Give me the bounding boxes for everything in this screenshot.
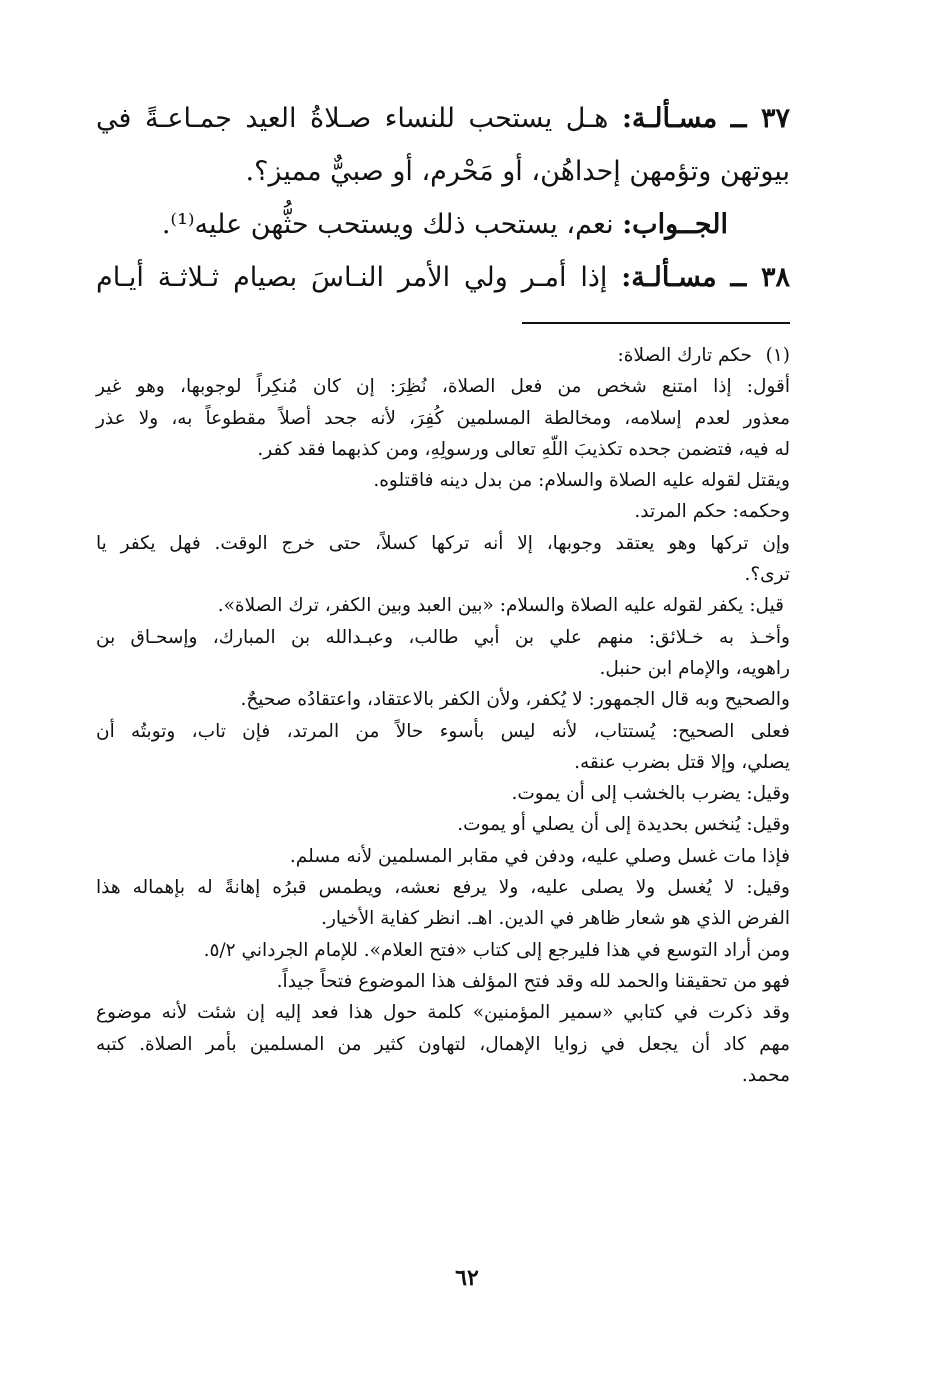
footnote-line: معذور لعدم إسلامه، ومخالطة المسلمين كُفِرَ، لأنه جحد أصلاً مقطوعاً به، ولا عذر [96, 407, 790, 429]
footnote-line: ويقتل لقوله عليه الصلاة والسلام: من بدل دينه فاقتلوه. [373, 470, 790, 492]
footnote-line: مهم كاد أن يجعل في زوايا الإهمال، لتهاون كثير من المسلمين بأمر الصلاة. كتبه [96, 1033, 790, 1055]
question-37-text-2: بيوتهن وتؤمهن إحداهُن، أو مَحْرم، أو صبيٌّ مميز؟. [245, 156, 790, 187]
answer-37-text: نعم، يستحب ذلك ويستحب حثُّهن عليه⁽¹⁾. [161, 209, 614, 240]
footnote-line: فهو من تحقيقنا والحمد لله وقد فتح المؤلف هذا الموضوع فتحاً جيداً. [276, 970, 790, 992]
footnote-line: قيل: يكفر لقوله عليه الصلاة والسلام: «بين العبد وبين الكفر، ترك الصلاة». [217, 595, 784, 617]
footnote-title: حكم تارك الصلاة: [617, 345, 752, 366]
page-number: ٦٢ [455, 1265, 479, 1291]
footnote-divider [522, 322, 790, 324]
footnote-line: أقول: إذا امتنع شخص من فعل الصلاة، نُظِرَ: إن كان مُنكِراً لوجوبها، وهو غير [96, 376, 790, 398]
footnote-line: فعلى الصحيح: يُستتاب، لأنه ليس بأسوء حالاً من المرتد، فإن تاب، وتوبتُه أن [96, 720, 790, 742]
question-37-text-1: هـل يستحب للنساء صـلاةُ العيد جمـاعـةً في [96, 103, 609, 134]
question-38-number: ٣٨ ــ [730, 262, 790, 293]
question-38-line-1 [96, 251, 790, 304]
footnote-line: وقيل: يُنخس بحديدة إلى أن يصلي أو يموت. [457, 814, 790, 836]
footnote-line: الفرض الذي هو شعار ظاهر في الدين. اهـ. انظر كفاية الأخيار. [321, 908, 790, 930]
footnote-line: يصلي، وإلا قتل بضرب عنقه. [574, 751, 790, 773]
question-38-label: مسـألـة: [621, 262, 717, 293]
footnote-line: محمد. [741, 1064, 790, 1086]
footnote-heading [96, 340, 790, 371]
answer-37 [96, 198, 790, 251]
footnote-line: والصحيح وبه قال الجمهور: لا يُكفر، ولأن الكفر بالاعتقاد، واعتقادُه صحيحٌ. [240, 689, 790, 711]
footnote-line: وقيل: لا يُغسل ولا يصلى عليه، ولا يرفع نعشه، ويطمس قبرُه إهانةً له بإهماله هذا [96, 877, 790, 899]
footnote-line: وحكمه: حكم المرتد. [634, 501, 790, 523]
footnote-line: له فيه، فتضمن جحده تكذيبَ اللّهِ تعالى ورسولِهِ، ومن كذبهما فقد كفر. [257, 438, 790, 460]
footnote-line: وقيل: يضرب بالخشب إلى أن يموت. [511, 783, 790, 805]
question-38-text-1: إذا أمـر ولي الأمر النـاسَ بصيام ثـلاثـة أيـام [96, 262, 608, 293]
footnote-line: وإن تركها وهو يعتقد وجوبها، إلا أنه تركها كسلاً، حتى خرج الوقت. فهل يكفر يا [96, 532, 790, 554]
question-37-line-2 [96, 145, 790, 198]
question-37-number: ٣٧ ــ [730, 103, 790, 134]
footnote-section [96, 340, 790, 1091]
footnote-line: فإذا مات غسل وصلي عليه، ودفن في مقابر المسلمين لأنه مسلم. [289, 845, 790, 867]
footnote-line: ترى؟. [744, 564, 790, 586]
answer-37-label: الجــواب: [622, 209, 728, 240]
question-37-line-1 [96, 92, 790, 145]
footnote-line: ومن أراد التوسع في هذا فليرجع إلى كتاب «فتح العلام». للإمام الجرداني ٥/٢. [203, 939, 790, 961]
book-page [96, 92, 790, 1091]
footnote-line: وأخـذ به خـلائق: منهم علي بن أبي طالب، وعبـدالله بن المبارك، وإسحـاق بن [96, 626, 790, 648]
footnote-marker: (١) [765, 345, 790, 366]
question-37-label: مسـألـة: [621, 103, 718, 134]
footnote-line: وقد ذكرت في كتابي «سمير المؤمنين» كلمة حول هذا فعد إليه إن شئت لأنه موضوع [96, 1002, 790, 1024]
footnote-line: راهويه، والإمام ابن حنبل. [599, 657, 790, 679]
